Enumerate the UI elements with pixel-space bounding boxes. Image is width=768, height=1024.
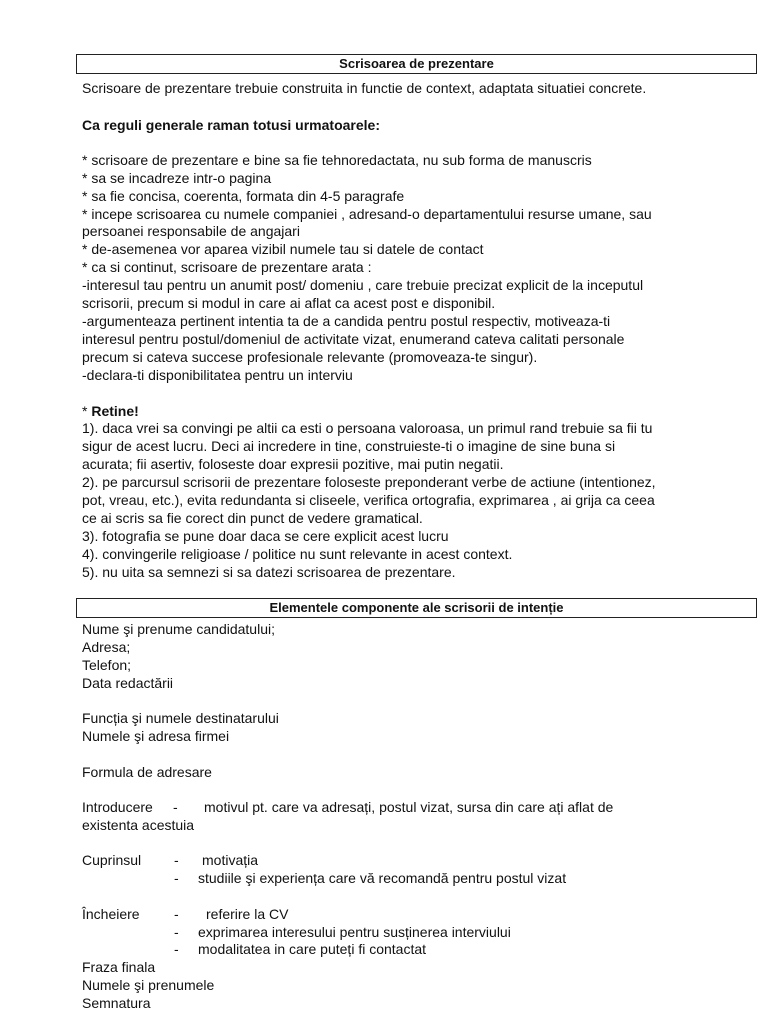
rules-line: -interesul tau pentru un anumit post/ domeniu , care trebuie precizat explicit de la inceputul: [82, 277, 644, 293]
closing-item: exprimarea interesului pentru susținerea interviului: [198, 924, 511, 940]
list-dash: -: [174, 941, 179, 957]
retine-line: 1). daca vrei sa convingi pe altii ca esti o persoana valoroasa, un primul rand trebuie sa fii tu: [82, 420, 653, 436]
closing-label: Încheiere: [82, 906, 140, 922]
contact-line: Telefon;: [82, 657, 132, 673]
list-dash: -: [174, 924, 179, 940]
retine-line: ce ai scris sa fie corect din punct de vedere gramatical.: [82, 510, 423, 526]
rules-line: * sa fie concisa, coerenta, formata din 4-5 paragrafe: [82, 188, 405, 204]
final-line: Numele şi prenumele: [82, 977, 215, 993]
body-label: Cuprinsul: [82, 852, 142, 868]
final-line: Fraza finala: [82, 959, 156, 975]
list-dash: -: [174, 852, 179, 868]
rules-heading: Ca reguli generale raman totusi urmatoarele:: [82, 117, 380, 133]
retine-star: *: [82, 403, 92, 419]
retine-line: 3). fotografia se pune doar daca se cere explicit acest lucru: [82, 528, 449, 544]
final-line: Semnatura: [82, 995, 151, 1011]
retine-line: 4). convingerile religioase / politice nu sunt relevante in acest context.: [82, 546, 513, 562]
rules-line: * sa se incadreze intr-o pagina: [82, 170, 272, 186]
intro-text: motivul pt. care va adresați, postul vizat, sursa din care ați aflat de: [204, 799, 614, 815]
rules-line: * incepe scrisoarea cu numele companiei , adresand-o departamentului resurse umane, sau: [82, 206, 652, 222]
rules-line: interesul pentru postul/domeniul de activitate vizat, enumerand cateva calitati personale: [82, 331, 625, 347]
rules-line: * scrisoare de prezentare e bine sa fie tehnoredactata, nu sub forma de manuscris: [82, 152, 592, 168]
intro-text-cont: existenta acestuia: [82, 817, 195, 833]
greeting-line: Formula de adresare: [82, 764, 212, 780]
rules-line: * ca si continut, scrisoare de prezentare arata :: [82, 259, 372, 275]
list-dash: -: [174, 870, 179, 886]
rules-line: persoanei responsabile de angajari: [82, 223, 300, 239]
retine-label: Retine!: [91, 403, 139, 419]
contact-line: Nume şi prenume candidatului;: [82, 621, 275, 637]
intro-paragraph: Scrisoare de prezentare trebuie construita in functie de context, adaptata situatiei concrete.: [82, 80, 647, 96]
retine-line: 2). pe parcursul scrisorii de prezentare foloseste preponderant verbe de actiune (intentionez,: [82, 474, 656, 490]
rules-line: -argumenteaza pertinent intentia ta de a candida pentru postul respectiv, motiveaza-ti: [82, 313, 611, 329]
section-title-elementele: Elementele componente ale scrisorii de intenție: [76, 598, 757, 618]
rules-line: precum si cateva succese profesionale relevante (promoveaza-te singur).: [82, 349, 538, 365]
rules-line: * de-asemenea vor aparea vizibil numele tau si datele de contact: [82, 241, 484, 257]
body-item: studiile şi experiența care vă recomandă pentru postul vizat: [198, 870, 567, 886]
contact-line: Adresa;: [82, 639, 131, 655]
rules-line: -declara-ti disponibilitatea pentru un interviu: [82, 367, 353, 383]
recipient-line: Funcția şi numele destinatarului: [82, 710, 279, 726]
retine-line: 5). nu uita sa semnezi si sa datezi scrisoarea de prezentare.: [82, 564, 456, 580]
body-item: motivația: [202, 852, 259, 868]
closing-item: modalitatea in care puteți fi contactat: [198, 941, 427, 957]
intro-label: Introducere: [82, 799, 153, 815]
contact-line: Data redactării: [82, 675, 174, 691]
retine-line: sigur de acest lucru. Deci ai incredere in tine, construieste-ti o imagine de sine buna si: [82, 438, 616, 454]
retine-line: acurata; fii asertiv, foloseste doar expresii pozitive, mai putin negatii.: [82, 456, 504, 472]
closing-item: referire la CV: [206, 906, 289, 922]
intro-dash: -: [173, 799, 178, 815]
list-dash: -: [174, 906, 179, 922]
recipient-line: Numele şi adresa firmei: [82, 728, 230, 744]
retine-heading: [82, 402, 139, 420]
rules-line: scrisorii, precum si modul in care ai aflat ca acest post e disponibil.: [82, 295, 496, 311]
section-title-scrisoarea: Scrisoarea de prezentare: [76, 54, 757, 74]
retine-line: pot, vreau, etc.), evita redundanta si cliseele, verifica ortografia, exprimarea , ai grija ca ceea: [82, 492, 655, 508]
